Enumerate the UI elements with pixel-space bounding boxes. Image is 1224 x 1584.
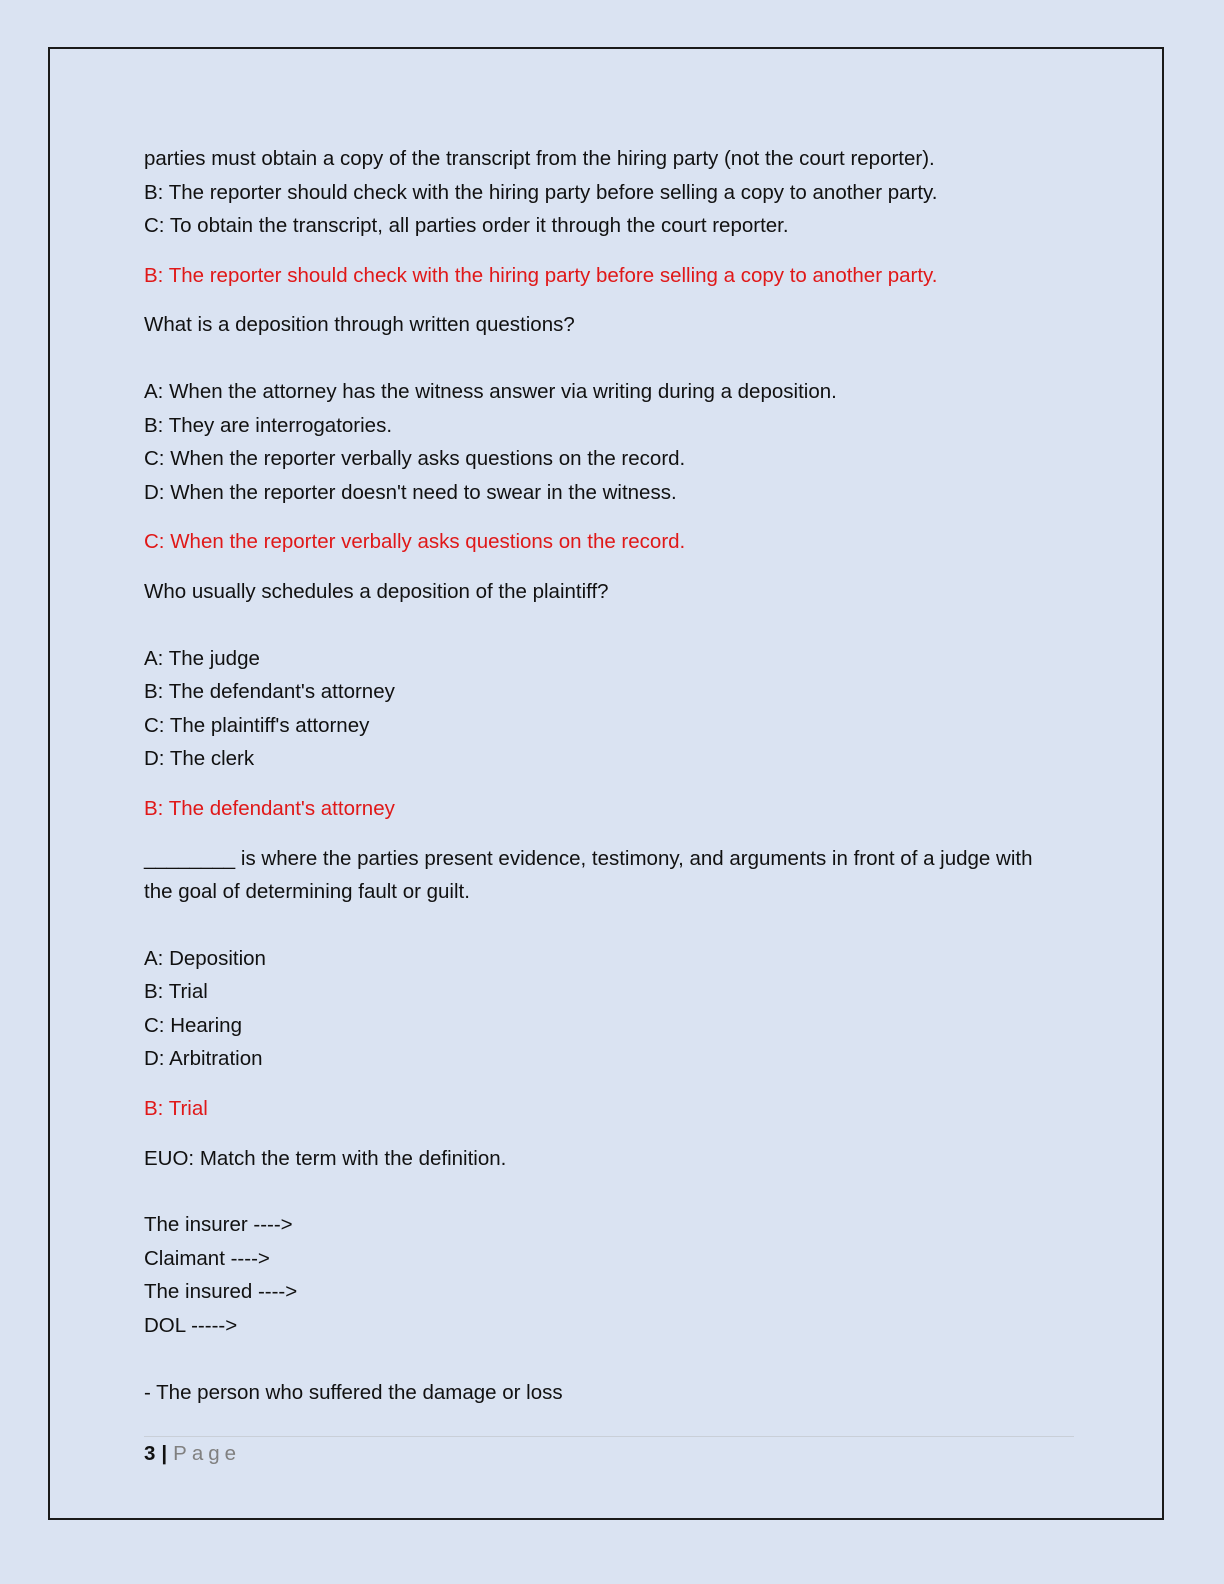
q5-term-dol: DOL ----->: [144, 1314, 238, 1338]
q1-continuation: parties must obtain a copy of the transcript from the hiring party (not the court reporter).: [144, 147, 935, 170]
q2-option-a: A: When the attorney has the witness answer via writing during a deposition.: [144, 379, 837, 403]
q2-question: What is a deposition through written questions?: [144, 313, 575, 337]
q3-answer: B: The defendant's attorney: [144, 796, 395, 820]
q4-answer: B: Trial: [144, 1097, 208, 1121]
footer-divider: [144, 1436, 1074, 1437]
document-body: [144, 142, 1064, 1409]
page-label: Page: [173, 1442, 242, 1465]
q3-option-b: B: The defendant's attorney: [144, 680, 395, 704]
page-number: 3: [144, 1442, 156, 1465]
footer-separator: |: [161, 1442, 168, 1465]
q4-option-b: B: Trial: [144, 980, 208, 1004]
q1-option-b: B: The reporter should check with the hiring party before selling a copy to another party.: [144, 180, 938, 204]
q4-option-d: D: Arbitration: [144, 1047, 263, 1071]
q1-option-c: C: To obtain the transcript, all parties order it through the court reporter.: [144, 214, 789, 238]
q4-question: ________ is where the parties present evidence, testimony, and arguments in front of a judge with the goal of determining fault or guilt.: [144, 846, 1033, 904]
q5-definition: - The person who suffered the damage or loss: [144, 1380, 563, 1404]
q3-option-d: D: The clerk: [144, 747, 255, 771]
page-footer: [144, 1440, 241, 1468]
q5-term-claimant: Claimant ---->: [144, 1246, 270, 1270]
q5-term-insurer: The insurer ---->: [144, 1213, 293, 1237]
q2-answer: C: When the reporter verbally asks questions on the record.: [144, 530, 686, 554]
q2-option-b: B: They are interrogatories.: [144, 413, 393, 437]
q2-option-d: D: When the reporter doesn't need to swear in the witness.: [144, 480, 677, 504]
q3-question: Who usually schedules a deposition of the plaintiff?: [144, 579, 609, 603]
q5-question: EUO: Match the term with the definition.: [144, 1146, 507, 1170]
q1-answer: B: The reporter should check with the hiring party before selling a copy to another party.: [144, 263, 938, 287]
q5-term-insured: The insured ---->: [144, 1280, 298, 1304]
q4-option-c: C: Hearing: [144, 1013, 242, 1037]
q3-option-c: C: The plaintiff's attorney: [144, 713, 370, 737]
q2-option-c: C: When the reporter verbally asks questions on the record.: [144, 447, 686, 471]
q3-option-a: A: The judge: [144, 646, 260, 670]
q4-option-a: A: Deposition: [144, 946, 266, 970]
